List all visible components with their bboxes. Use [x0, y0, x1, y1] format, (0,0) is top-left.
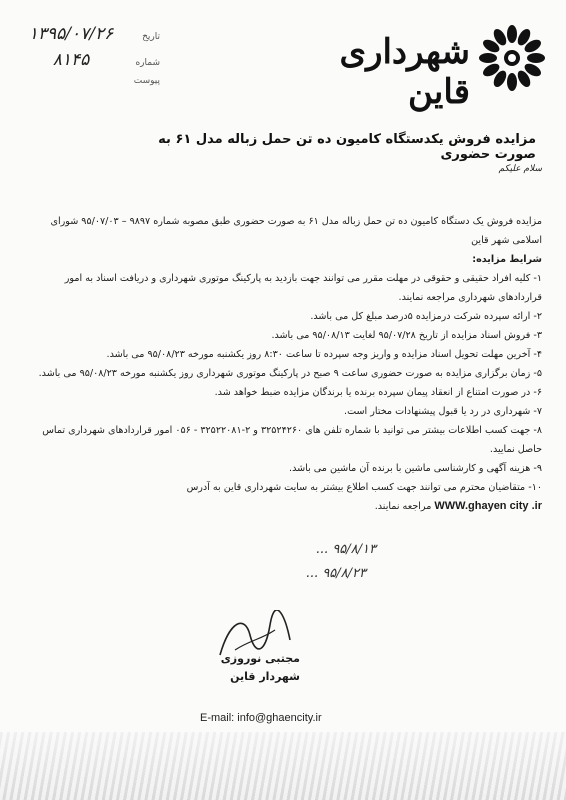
condition-item: ۲- ارائه سپرده شرکت درمزایده ۵درصد مبلغ کل می باشد.	[310, 311, 542, 322]
condition-item: ۱- کلیه افراد حقیقی و حقوقی در مهلت مقرر می توانند جهت بازدید به پارکینگ موتوری شهرداری و دریافت اسناد به امور قراردادهای شهرداری مراجعه نمایند.	[64, 273, 542, 303]
number-value: ۸۱۴۵	[52, 50, 90, 70]
document-title: مزایده فروش یکدستگاه کامیون ده تن حمل زباله مدل ۶۱ به صورت حضوری	[158, 132, 536, 162]
website-link[interactable]: WWW.ghayen city .ir	[434, 500, 542, 512]
attachment-row	[20, 76, 160, 102]
municipality-logo	[278, 22, 548, 112]
footer-email: E-mail: info@ghaencity.ir	[200, 712, 322, 724]
number-row	[20, 50, 160, 76]
letter-meta	[20, 24, 160, 102]
condition-item: ۶- در صورت امتناع از انعقاد پیمان سپرده برنده یا برندگان مزایده ضبط خواهد شد.	[214, 387, 542, 398]
condition-item: ۳- فروش اسناد مزایده از تاریخ ۹۵/۰۷/۲۸ لغایت ۹۵/۰۸/۱۳ می باشد.	[271, 330, 542, 341]
signer-name: مجتبی نوروزی	[220, 652, 300, 665]
signer-role: شهردار قاین	[230, 670, 300, 683]
url-line	[20, 497, 542, 516]
handwritten-note-2: ۹۵/۸/۲۳ ...	[305, 566, 366, 581]
org-name: شهرداری قاین	[339, 32, 470, 112]
intro-paragraph: مزایده فروش یک دستگاه کامیون ده تن حمل زباله مدل ۶۱ به صورت حضوری طبق مصوبه شماره ۹۸۹۷ – ۹۵/۰۷/۰۳ شورای اسلامی شهر قاین	[50, 216, 542, 246]
date-row	[20, 24, 160, 50]
letter-body	[20, 212, 542, 516]
condition-item: ۱۰- متقاضیان محترم می توانند جهت کسب اطلاع بیشتر به سایت شهرداری قاین به آدرس	[186, 482, 542, 493]
condition-item: ۷- شهرداری در رد یا قبول پیشنهادات مختار است.	[344, 406, 542, 417]
footer-band	[0, 732, 566, 800]
signature-block	[180, 610, 300, 710]
condition-item: ۹- هزینه آگهی و کارشناسی ماشین با برنده آن ماشین می باشد.	[289, 463, 542, 474]
handwritten-note-1: ۹۵/۸/۱۳ ...	[315, 542, 376, 557]
date-label: تاریخ	[142, 32, 160, 42]
condition-item: ۵- زمان برگزاری مزایده به صورت حضوری ساعت ۹ صبح در پارکینگ موتوری شهرداری روز یکشنبه مورخه ۹۵/۰۸/۲۳ می باشد.	[38, 368, 542, 379]
url-suffix: مراجعه نمایند.	[374, 501, 432, 512]
date-value: ۱۳۹۵/۰۷/۲۶	[28, 24, 114, 44]
number-label: شماره	[135, 58, 160, 68]
municipality-emblem-icon	[476, 22, 548, 94]
attachment-label: پیوست	[133, 76, 160, 86]
salutation: سلام علیکم	[498, 164, 542, 174]
condition-item: ۴- آخرین مهلت تحویل اسناد مزایده و واریز وجه سپرده تا ساعت ۸:۳۰ روز یکشنبه مورخه ۹۵/۰۸/۲۳ می باشد.	[106, 349, 542, 360]
condition-item: ۸- جهت کسب اطلاعات بیشتر می توانید با شماره تلفن های ۳۲۵۲۴۲۶۰ و ۲-۳۲۵۲۲۰۸۱ - ۰۵۶ امور قراردادهای شهرداری تماس حاصل نمایید.	[42, 425, 542, 455]
conditions-title: شرایط مزایده:	[472, 254, 542, 265]
